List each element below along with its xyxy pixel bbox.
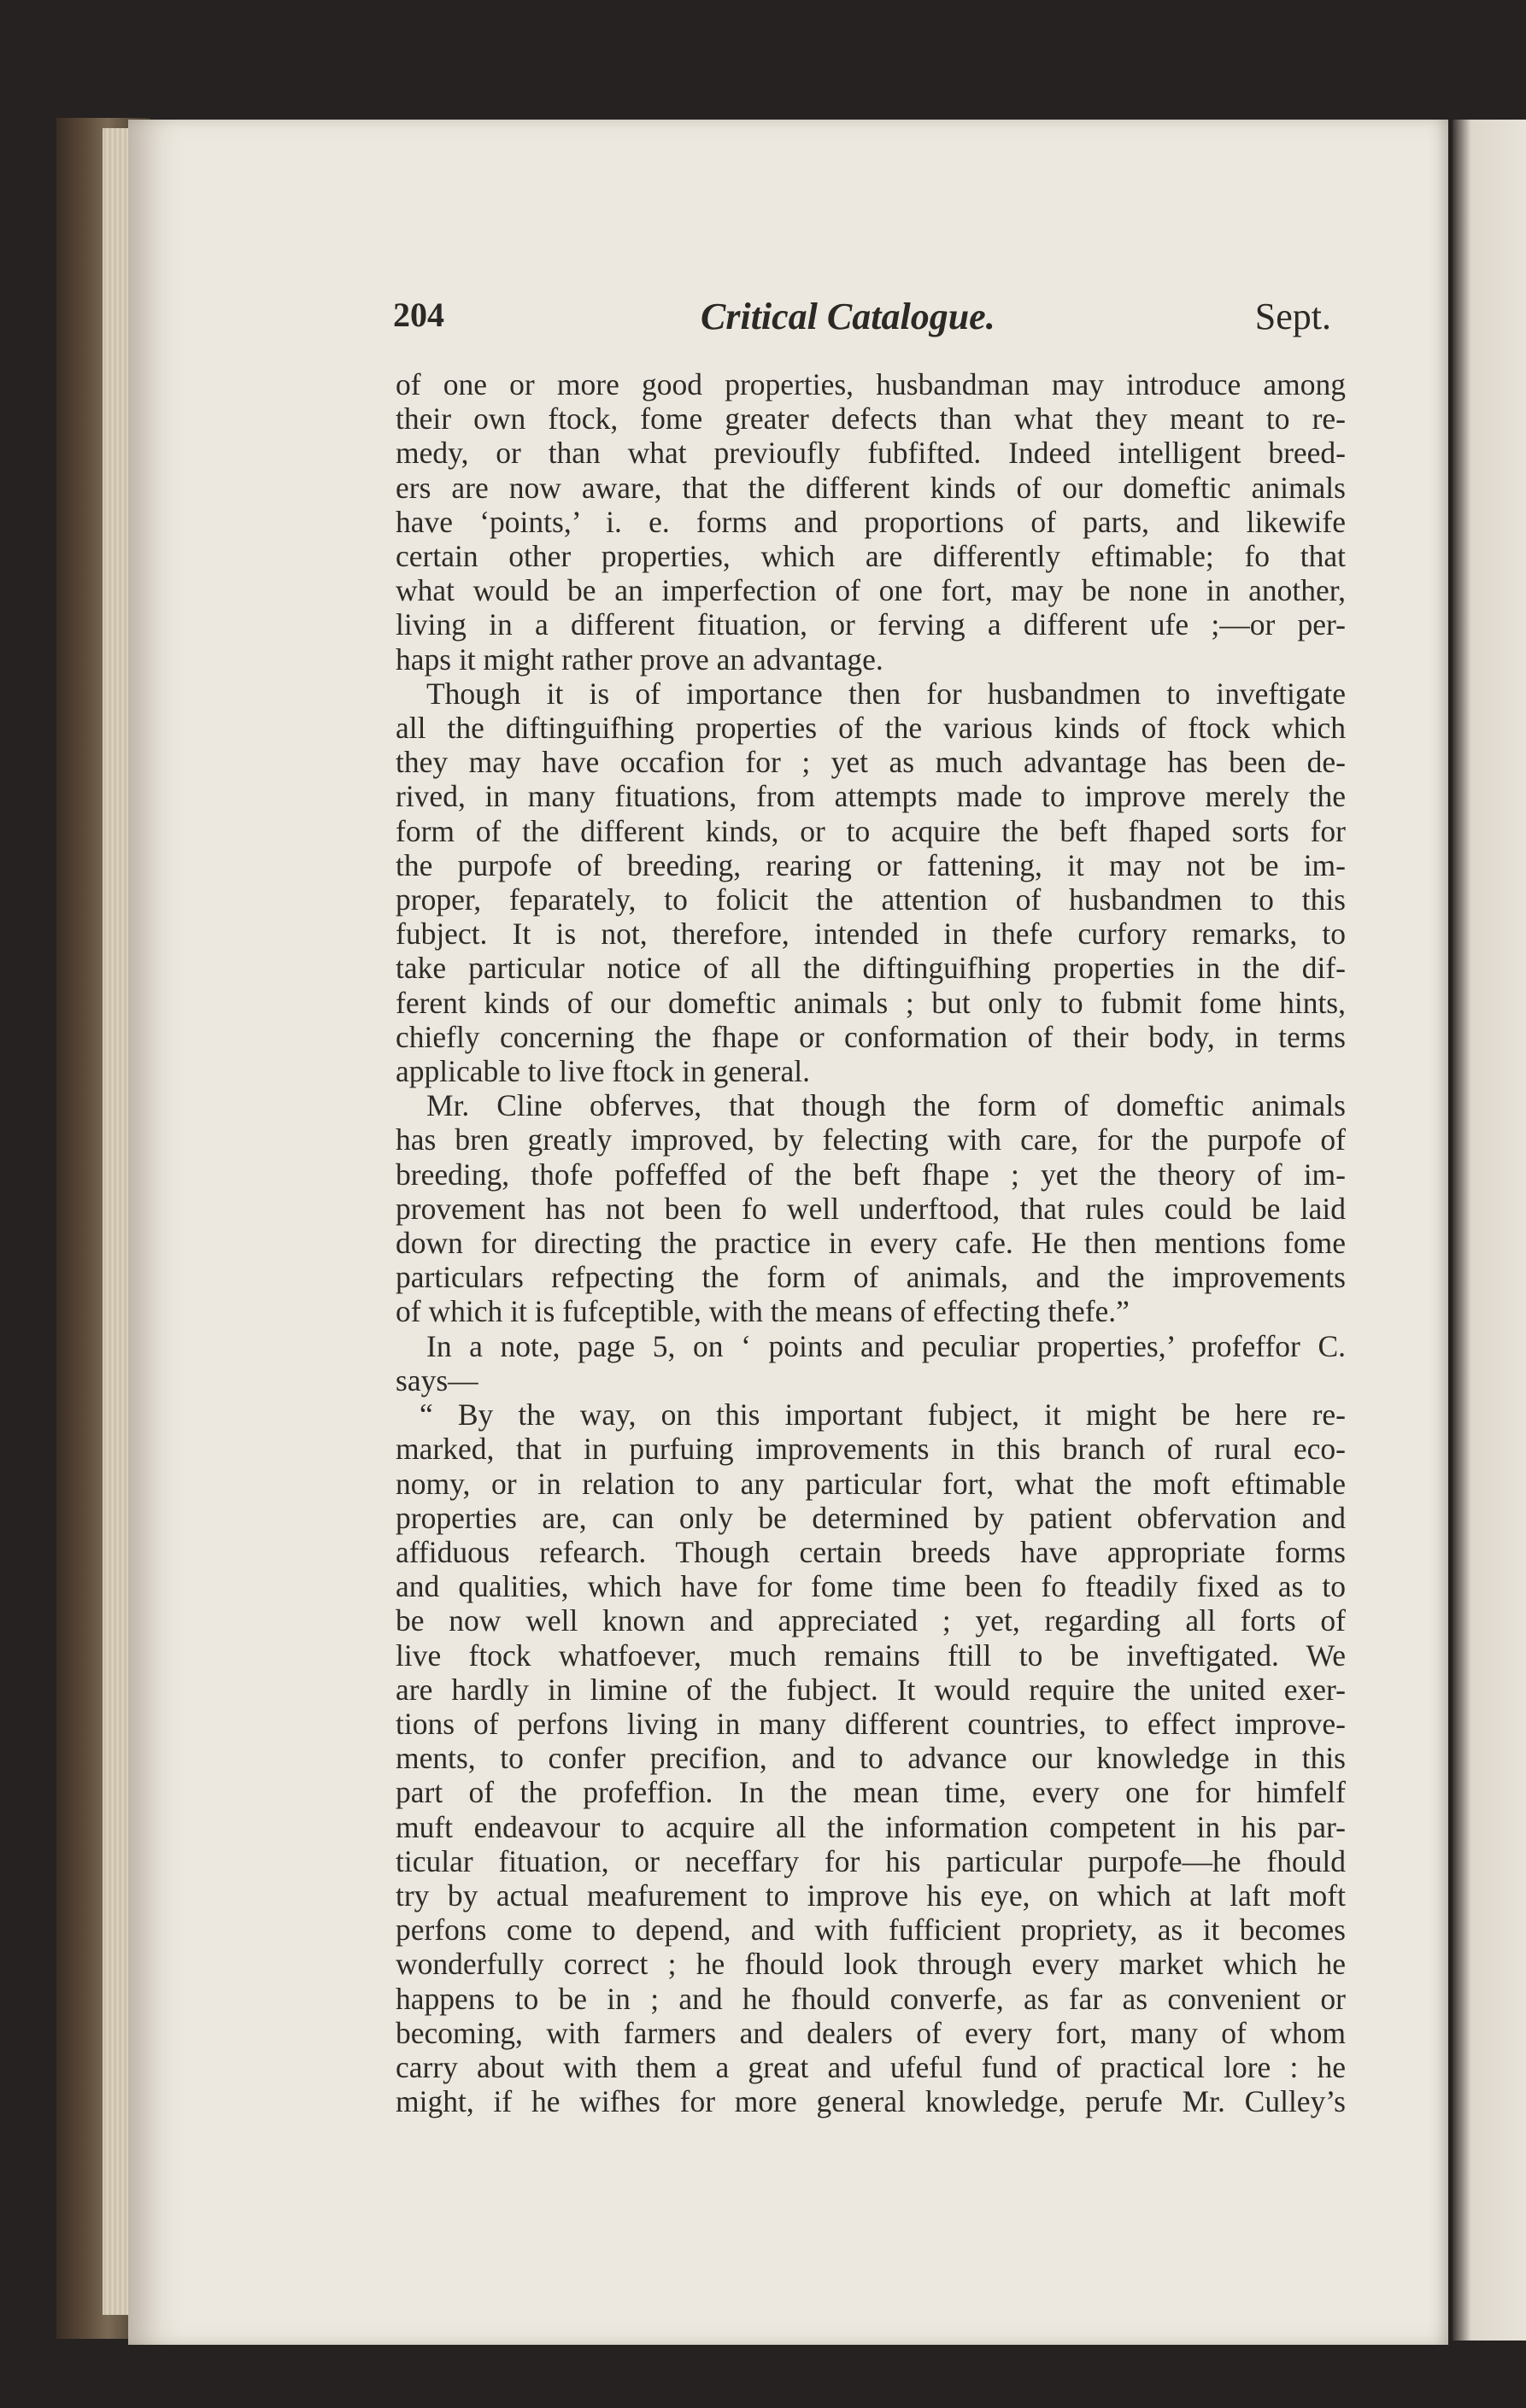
text-line: ers are now aware, that the different kinds of our domeftic animals — [396, 470, 1346, 505]
text-line: try by actual meafurement to improve his eye, on which at laft moft — [396, 1878, 1346, 1913]
text-line: muft endeavour to acquire all the information competent in his par- — [396, 1809, 1346, 1844]
text-line: part of the profeffion. In the mean time, every one for himfelf — [396, 1775, 1346, 1810]
text-line: rived, in many fituations, from attempts made to improve merely the — [396, 779, 1346, 814]
text-line: take particular notice of all the diftinguifhing properties in the dif- — [396, 951, 1346, 986]
text-line: happens to be in ; and he fhould converfe, as far as convenient or — [396, 1981, 1346, 2016]
running-head-month: Sept. — [1254, 296, 1331, 337]
text-line: carry about with them a great and ufeful fund of practical lore : he — [396, 2049, 1346, 2084]
page-title: Critical Catalogue. — [701, 296, 995, 337]
text-line: Mr. Cline obferves, that though the form of domeftic animals — [426, 1088, 1346, 1123]
text-line: becoming, with farmers and dealers of every fort, many of whom — [396, 2015, 1346, 2050]
text-line: have ‘points,’ i. e. forms and proportions of parts, and likewife — [396, 504, 1346, 539]
text-line: live ftock whatfoever, much remains ftill to be inveftigated. We — [396, 1638, 1346, 1673]
facing-page-edge — [1453, 120, 1526, 2341]
text-line: says— — [396, 1362, 478, 1397]
text-line: breeding, thofe poffeffed of the beft fhape ; yet the theory of im- — [396, 1157, 1346, 1192]
text-line: particulars refpecting the form of animals, and the improvements — [396, 1260, 1346, 1295]
text-line: Though it is of importance then for husbandmen to inveftigate — [426, 676, 1346, 711]
text-line: “ By the way, on this important fubject, it might be here re- — [420, 1397, 1346, 1432]
text-line: proper, feparately, to folicit the attention of husbandmen to this — [396, 882, 1346, 917]
text-line: form of the different kinds, or to acquire the beft fhaped sorts for — [396, 813, 1346, 848]
text-line: wonderfully correct ; he fhould look through every market which he — [396, 1947, 1346, 1982]
text-line: tions of perfons living in many different countries, to effect improve- — [396, 1706, 1346, 1741]
text-line: certain other properties, which are differently eftimable; fo that — [396, 539, 1346, 574]
text-line: has bren greatly improved, by felecting with care, for the purpofe of — [396, 1122, 1346, 1157]
text-line: of one or more good properties, husbandman may introduce among — [396, 367, 1346, 401]
text-line: haps it might rather prove an advantage. — [396, 642, 883, 677]
text-line: applicable to live ftock in general. — [396, 1054, 810, 1089]
text-line: might, if he wifhes for more general knowledge, perufe Mr. Culley’s — [396, 2084, 1346, 2119]
text-line: chiefly concerning the fhape or conformation of their body, in terms — [396, 1019, 1346, 1054]
text-line: all the diftinguifhing properties of the various kinds of ftock which — [396, 711, 1346, 746]
text-line: down for directing the practice in every cafe. He then mentions fome — [396, 1226, 1346, 1261]
text-line: be now well known and appreciated ; yet, regarding all forts of — [396, 1603, 1346, 1638]
text-line: and qualities, which have for fome time been fo fteadily fixed as to — [396, 1569, 1346, 1604]
page-number: 204 — [393, 296, 444, 334]
text-line: their own ftock, fome greater defects than what they meant to re- — [396, 401, 1346, 436]
text-line: are hardly in limine of the fubject. It would require the united exer- — [396, 1672, 1346, 1707]
text-line: the purpofe of breeding, rearing or fattening, it may not be im- — [396, 847, 1346, 882]
text-line: provement has not been fo well underftood, that rules could be laid — [396, 1191, 1346, 1226]
text-line: ferent kinds of our domeftic animals ; but only to fubmit fome hints, — [396, 985, 1346, 1020]
text-line: ments, to confer precifion, and to advance our knowledge in this — [396, 1741, 1346, 1776]
running-head — [393, 295, 1333, 346]
text-line: fubject. It is not, therefore, intended in thefe curfory remarks, to — [396, 917, 1346, 952]
text-line: what would be an imperfection of one fort, may be none in another, — [396, 573, 1346, 608]
text-line: properties are, can only be determined by patient obfervation and — [396, 1500, 1346, 1535]
text-line: In a note, page 5, on ‘ points and peculiar properties,’ profeffor C. — [426, 1328, 1346, 1363]
text-line: ticular fituation, or neceffary for his particular purpofe—he fhould — [396, 1843, 1346, 1878]
text-line: affiduous refearch. Though certain breeds have appropriate forms — [396, 1534, 1346, 1569]
text-line: medy, or than what previoufly fubfifted. Indeed intelligent breed- — [396, 436, 1346, 471]
text-line: perfons come to depend, and with fufficient propriety, as it becomes — [396, 1913, 1346, 1948]
text-line: of which it is fufceptible, with the means of effecting thefe.” — [396, 1294, 1130, 1329]
body-text — [396, 367, 1346, 2118]
text-line: marked, that in purfuing improvements in this branch of rural eco- — [396, 1432, 1346, 1467]
text-line: they may have occafion for ; yet as much advantage has been de- — [396, 745, 1346, 780]
text-line: living in a different fituation, or ferving a different ufe ;—or per- — [396, 607, 1346, 642]
text-line: nomy, or in relation to any particular fort, what the moft eftimable — [396, 1466, 1346, 1501]
